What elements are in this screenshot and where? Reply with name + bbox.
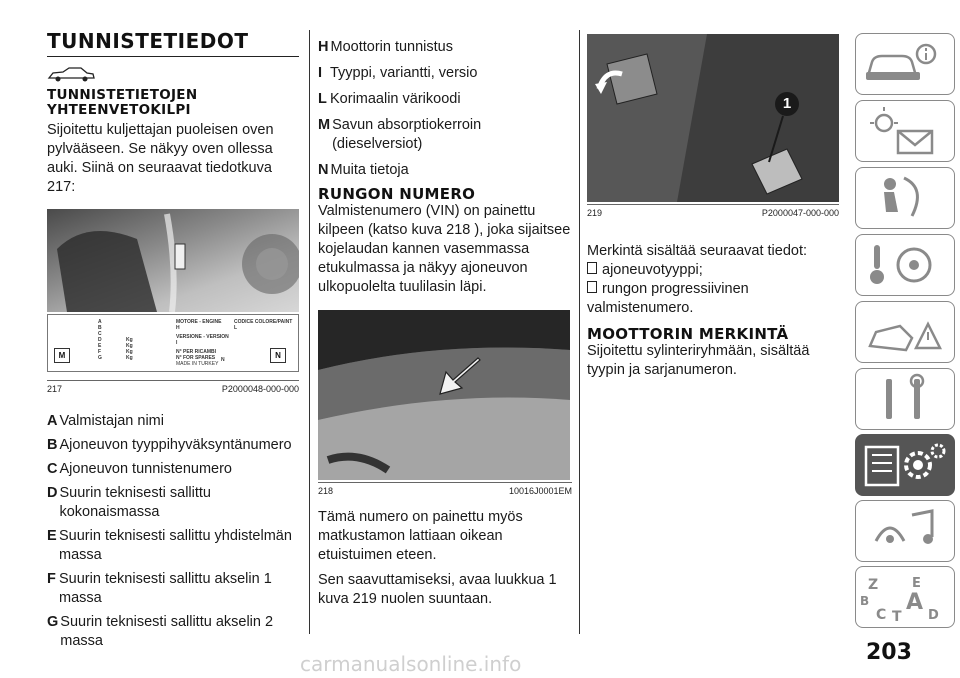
column-divider: [579, 30, 580, 634]
list-key: C: [47, 461, 58, 477]
list-key: G: [47, 614, 59, 630]
column-2: [318, 38, 572, 609]
figure-caption: [318, 482, 572, 496]
plate-letter: G: [98, 355, 102, 361]
callout-number: 1: [782, 95, 792, 112]
plate-spares-1: N° PER RICAMBI: [176, 349, 217, 355]
list-item: [47, 613, 299, 651]
figure-caption: [587, 204, 839, 218]
intro-text: Sijoitettu kuljettajan puoleisen oven pylvääseen. Se näkyy oven ollessa auki. Siinä on seuraavat tiedotkuva 217:: [47, 122, 274, 195]
door-pillar-photo: [47, 209, 299, 312]
index-letter: A: [906, 590, 924, 615]
list-item: [318, 161, 572, 180]
list-value: Suurin teknisesti sallittu akselin 2 massa: [60, 614, 274, 649]
list-value: Muita tietoja: [330, 162, 409, 178]
multimedia-icon: [856, 501, 954, 561]
bullet-continuation: valmistenumero.: [587, 300, 694, 316]
plate-legend-list: [47, 412, 299, 651]
tab-warning-lights[interactable]: [855, 100, 955, 162]
list-item: [47, 412, 299, 431]
list-key: E: [47, 528, 57, 544]
plate-version: VERSIONE - VERSION: [176, 334, 229, 340]
list-item: [47, 460, 299, 479]
list-key: N: [318, 162, 329, 178]
vin-text: Valmistenumero (VIN) on painettu kilpeen (katso kuva 218 ), joka sijaitsee kojelaudan kannen vasemmassa etukulmassa ja näkyy ajoneuvon ulkopuolelta tuulilasin läpi.: [318, 203, 571, 295]
bullet-item: [587, 280, 839, 299]
plate-made-in: MADE IN TURKEY: [176, 361, 219, 367]
tab-car[interactable]: [855, 33, 955, 95]
plate-spares-letter: [221, 348, 225, 366]
accident-icon: [856, 302, 954, 362]
plate-spares-2: N° FOR SPARES: [176, 355, 216, 361]
windshield-photo: [318, 310, 570, 480]
figure-number: 217: [47, 384, 63, 394]
plate-unit: Kg: [126, 349, 133, 355]
list-value: Moottorin tunnistus: [330, 39, 453, 55]
tools-icon: [856, 369, 954, 429]
list-value: Suurin teknisesti sallittu akselin 1 massa: [59, 571, 272, 606]
plate-unit: Kg: [126, 343, 133, 349]
list-key: H: [318, 39, 329, 55]
figure-number: 218: [318, 486, 334, 496]
plate-color-field: [234, 319, 292, 331]
plate-color: CODICE COLORE/PAINT: [234, 319, 293, 325]
plate-box-n: N: [270, 348, 286, 363]
plate-unit: Kg: [126, 337, 133, 343]
steering-key-icon: [856, 235, 954, 295]
title-rule: [47, 56, 299, 57]
plate-letters: [98, 319, 102, 361]
checkbox-bullet-icon: [587, 262, 597, 274]
list-value: Suurin teknisesti sallittu kokonaismassa: [59, 485, 211, 520]
plate-unit: Kg: [126, 355, 133, 361]
list-value: Korimaalin värikoodi: [330, 91, 461, 107]
list-value: Ajoneuvon tyyppihyväksyntänumero: [59, 437, 292, 453]
index-letter: B: [860, 594, 870, 608]
list-item: [318, 38, 572, 57]
list-item: [47, 484, 299, 522]
page-number: 203: [866, 640, 912, 665]
figure-number: 219: [587, 208, 603, 218]
column-3: [587, 34, 839, 380]
tab-emergency[interactable]: [855, 301, 955, 363]
list-item: [47, 570, 299, 608]
car-wheel-icon: [47, 65, 299, 83]
plate-color-letter: L: [234, 325, 238, 331]
specs-gear-icon: [856, 435, 954, 495]
marking-intro: Merkintä sisältää seuraavat tiedot:: [587, 243, 808, 259]
plate-legend-list-continued: [318, 38, 572, 180]
tab-maintenance[interactable]: [855, 368, 955, 430]
section-heading-engine: MOOTTORIN MERKINTÄ: [587, 325, 789, 343]
list-key: D: [47, 485, 58, 501]
list-value: Suurin teknisesti sallittu yhdistelmän massa: [59, 528, 292, 563]
plate-letter: E: [98, 343, 102, 349]
vin-access-text: Sen saavuttamiseksi, avaa luukkua 1 kuva 219 nuolen suuntaan.: [318, 572, 557, 607]
tab-index[interactable]: [855, 566, 955, 628]
list-key: M: [318, 117, 331, 133]
list-key: L: [318, 91, 327, 107]
floor-hatch-photo: [587, 34, 839, 202]
figure-219: [587, 34, 839, 218]
plate-box-m: M: [54, 348, 70, 363]
page-title: TUNNISTETIEDOT: [47, 29, 249, 53]
section-heading-vin: RUNGON NUMERO: [318, 185, 476, 203]
index-letter: E: [912, 576, 921, 591]
list-item: [318, 116, 572, 154]
bullet-item: [587, 261, 839, 280]
figure-217: [47, 209, 299, 394]
tab-specifications[interactable]: [855, 434, 955, 496]
checkbox-bullet-icon: [587, 281, 597, 293]
index-letters-icon: [856, 567, 954, 627]
list-value: Valmistajan nimi: [59, 413, 164, 429]
identification-plate: [47, 314, 299, 372]
list-item: [47, 436, 299, 455]
figure-code: 10016J0001EM: [508, 486, 572, 496]
plate-letter: A: [98, 319, 102, 325]
list-item: [318, 64, 572, 83]
vin-floor-text: Tämä numero on painettu myös matkustamon lattiaan oikean etuistuimen eteen.: [318, 509, 523, 563]
index-letter: D: [928, 608, 939, 623]
list-key: I: [318, 65, 323, 81]
list-key: B: [47, 437, 58, 453]
list-item: [318, 90, 572, 109]
plate-letter: D: [98, 337, 102, 343]
column-divider: [309, 30, 310, 634]
figure-code: P2000048-000-000: [221, 384, 299, 394]
warning-lights-icon: [856, 101, 954, 161]
plate-letter: F: [98, 349, 102, 355]
list-value: Ajoneuvon tunnistenumero: [59, 461, 232, 477]
figure-code: P2000047-000-000: [761, 208, 839, 218]
tab-starting[interactable]: [855, 234, 955, 296]
index-letter: Z: [868, 577, 879, 593]
figure-caption: [47, 380, 299, 394]
plate-letter: B: [98, 325, 102, 331]
tab-multimedia[interactable]: [855, 500, 955, 562]
index-letter: T: [892, 609, 902, 625]
watermark-text: carmanualsonline.info: [300, 652, 522, 676]
figure-218: [318, 310, 572, 496]
list-key: A: [47, 413, 58, 429]
airbag-seat-icon: [856, 168, 954, 228]
index-letter: C: [876, 607, 887, 623]
plate-motor: MOTORE - ENGINE: [176, 319, 222, 325]
bullet-text: ajoneuvotyyppi;: [602, 262, 703, 278]
plate-units: [126, 337, 133, 361]
section-heading-plate: TUNNISTETIETOJEN YHTEENVETOKILPI: [47, 87, 198, 118]
bullet-text: rungon progressiivinen: [602, 281, 749, 297]
list-item: [47, 527, 299, 565]
plate-motor-letter: H: [176, 325, 180, 331]
tab-safety[interactable]: [855, 167, 955, 229]
plate-letter: C: [98, 331, 102, 337]
list-key: F: [47, 571, 56, 587]
car-icon: [856, 34, 954, 94]
list-value: Tyyppi, variantti, versio: [330, 65, 478, 81]
plate-spares-letter-text: N: [221, 357, 225, 363]
list-value: Savun absorptiokerroin (dieselversiot): [332, 117, 482, 152]
plate-version-letter: I: [176, 340, 178, 346]
column-1: [47, 30, 299, 656]
engine-text: Sijoitettu sylinteriryhmään, sisältää tyypin ja sarjanumeron.: [587, 343, 810, 378]
